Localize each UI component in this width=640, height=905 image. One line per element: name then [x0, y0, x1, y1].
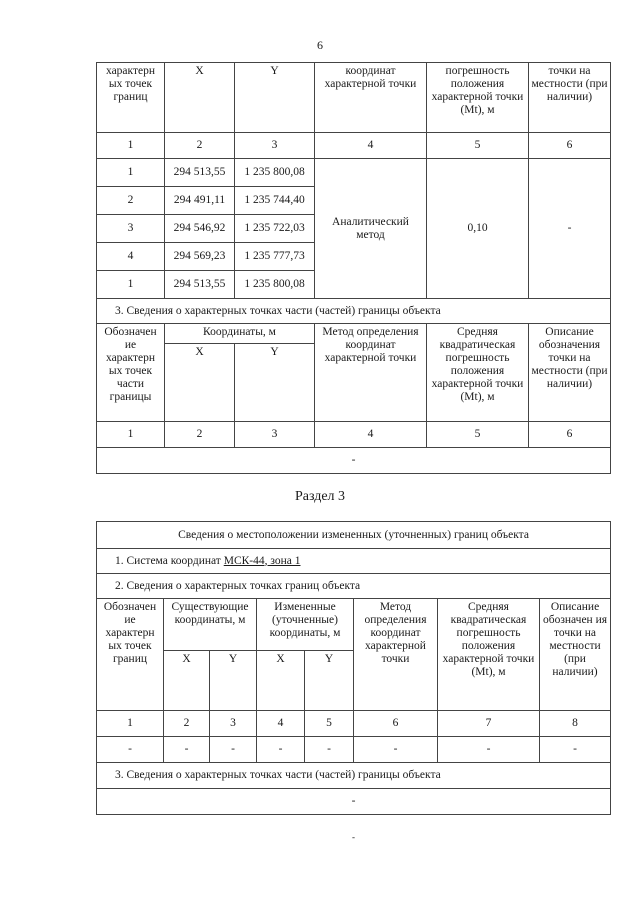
part-header-coordinates: Координаты, м [165, 324, 315, 344]
col-num: 4 [315, 133, 427, 159]
part-header-method: Метод определения координат характерной точки [315, 324, 427, 422]
part-header-y: Y [235, 344, 315, 422]
dash-cell: - [210, 737, 257, 763]
col-num: 3 [235, 422, 315, 448]
col-num: 8 [540, 711, 611, 737]
method-cell: Аналитический метод [315, 159, 427, 299]
section3-table [96, 521, 611, 815]
s3-part-empty-cell: - [97, 789, 611, 815]
coord-system-value: МСК-44, зона 1 [223, 554, 301, 567]
col-num: 6 [529, 133, 611, 159]
col-num: 2 [164, 711, 210, 737]
table-row [97, 159, 611, 187]
s3-column-number-row [97, 711, 611, 737]
col-num: 6 [529, 422, 611, 448]
point-y: 1 235 800,08 [235, 271, 315, 299]
point-x: 294 513,55 [165, 159, 235, 187]
point-y: 1 235 722,03 [235, 215, 315, 243]
col-num: 5 [427, 422, 529, 448]
s3-header-x1: X [164, 651, 210, 711]
column-number-row [97, 133, 611, 159]
col-num: 5 [427, 133, 529, 159]
point-y: 1 235 777,73 [235, 243, 315, 271]
point-number: 1 [97, 159, 165, 187]
part-header-designation: Обозначен ие характерн ых точек части границы [97, 324, 165, 422]
point-number: 3 [97, 215, 165, 243]
coord-system [97, 549, 611, 574]
s3-header-description: Описание обозначен ия точки на местности (при наличии) [540, 599, 611, 711]
boundary-points-table [96, 62, 611, 474]
s3-header-y2: Y [305, 651, 354, 711]
dash-cell: - [438, 737, 540, 763]
header-precision: погрешность положения характерной точки (Mt), м [427, 63, 529, 133]
header-description: точки на местности (при наличии) [529, 63, 611, 133]
s3-header-existing: Существующие координаты, м [164, 599, 257, 651]
page-number: 6 [317, 38, 323, 52]
s3-header-x2: X [257, 651, 305, 711]
col-num: 5 [305, 711, 354, 737]
point-x: 294 569,23 [165, 243, 235, 271]
part-heading: 3. Сведения о характерных точках части (частей) границы объекта [97, 299, 611, 324]
s3-header-method: Метод определения координат характерной точки [354, 599, 438, 711]
point-x: 294 546,92 [165, 215, 235, 243]
table-header-row [97, 63, 611, 133]
s3-part-heading-row [97, 763, 611, 789]
s3-header-designation: Обозначен ие характерн ых точек границ [97, 599, 164, 711]
part-empty-cell: - [97, 448, 611, 474]
section-title: Раздел 3 [294, 489, 346, 504]
dash-cell: - [354, 737, 438, 763]
part-header-x: X [165, 344, 235, 422]
dash-cell: - [540, 737, 611, 763]
section3-heading: Сведения о местоположении измененных (уточненных) границ объекта [97, 522, 611, 549]
s3-header-precision: Средняя квадратическая погрешность положения характерной точки (Mt), м [438, 599, 540, 711]
coord-system-prefix: 1. Система координат [115, 554, 224, 567]
point-x: 294 491,11 [165, 187, 235, 215]
s3-header-y1: Y [210, 651, 257, 711]
points-heading: 2. Сведения о характерных точках границ объекта [97, 574, 611, 599]
col-num: 2 [165, 133, 235, 159]
col-num: 1 [97, 133, 165, 159]
col-num: 1 [97, 711, 164, 737]
col-num: 6 [354, 711, 438, 737]
part-header-row [97, 324, 611, 344]
point-y: 1 235 744,40 [235, 187, 315, 215]
part-empty-row [97, 448, 611, 474]
dash-cell: - [257, 737, 305, 763]
scan-mark: - [352, 832, 355, 842]
col-num: 4 [315, 422, 427, 448]
precision-cell: 0,10 [427, 159, 529, 299]
s3-part-empty-row [97, 789, 611, 815]
header-point-designation: характерн ых точек границ [97, 63, 165, 133]
section3-heading-row [97, 522, 611, 549]
col-num: 3 [235, 133, 315, 159]
section3-header-row [97, 599, 611, 651]
col-num: 3 [210, 711, 257, 737]
part-header-precision: Средняя квадратическая погрешность положения характерной точки (Mt), м [427, 324, 529, 422]
header-method: координат характерной точки [315, 63, 427, 133]
point-number: 1 [97, 271, 165, 299]
s3-header-changed: Измененные (уточненные) координаты, м [257, 599, 354, 651]
points-heading-row [97, 574, 611, 599]
point-number: 2 [97, 187, 165, 215]
point-y: 1 235 800,08 [235, 159, 315, 187]
description-cell: - [529, 159, 611, 299]
coord-system-row [97, 549, 611, 574]
dash-cell: - [305, 737, 354, 763]
col-num: 7 [438, 711, 540, 737]
col-num: 4 [257, 711, 305, 737]
point-number: 4 [97, 243, 165, 271]
part-header-description: Описание обозначения точки на местности (при наличии) [529, 324, 611, 422]
part-column-number-row [97, 422, 611, 448]
col-num: 1 [97, 422, 165, 448]
point-x: 294 513,55 [165, 271, 235, 299]
s3-dash-row [97, 737, 611, 763]
s3-part-heading: 3. Сведения о характерных точках части (частей) границы объекта [97, 763, 611, 789]
header-y: Y [235, 63, 315, 133]
part-heading-row [97, 299, 611, 324]
dash-cell: - [97, 737, 164, 763]
header-x: X [165, 63, 235, 133]
dash-cell: - [164, 737, 210, 763]
col-num: 2 [165, 422, 235, 448]
